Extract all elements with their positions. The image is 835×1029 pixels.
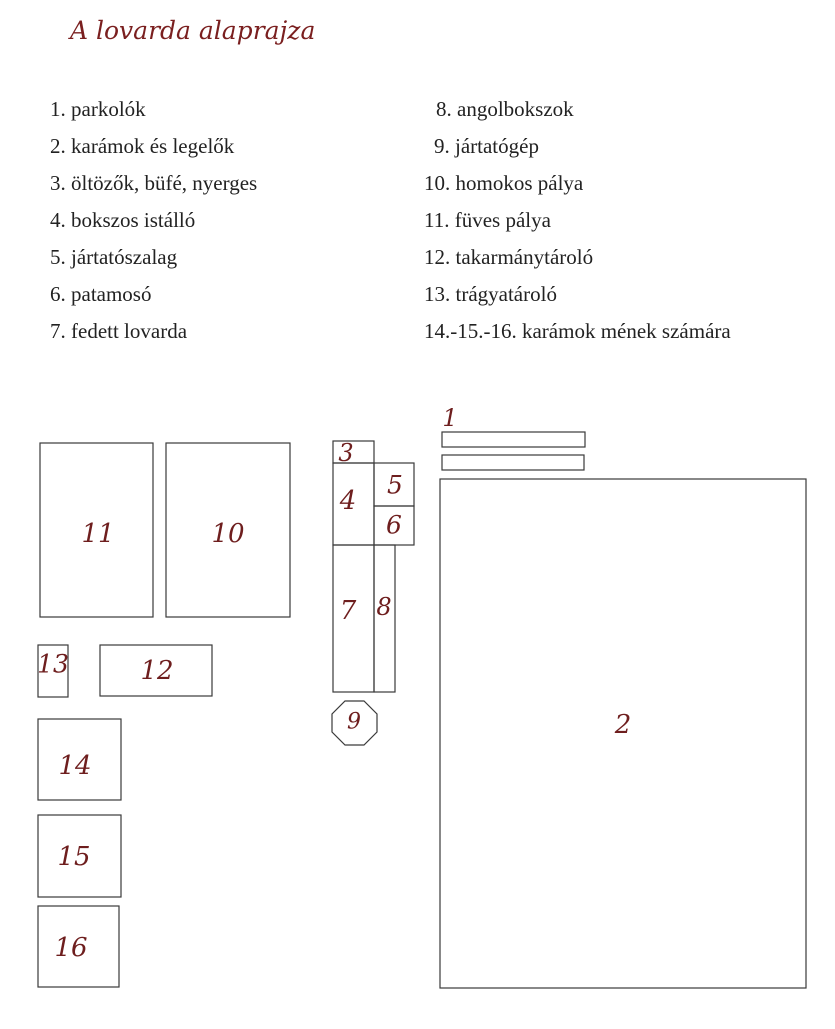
area-10-label: 10 — [211, 519, 245, 549]
area-2-label: 2 — [614, 710, 632, 740]
legend-item-8: 8. angolbokszok — [436, 97, 574, 121]
legend-item-10: 10. homokos pálya — [424, 171, 584, 195]
area-1-parking-strip-bottom — [442, 455, 584, 470]
area-12-label: 12 — [140, 656, 174, 686]
area-8-label: 8 — [376, 593, 392, 621]
legend-item-3: 3. öltözők, büfé, nyerges — [50, 171, 258, 195]
legend-item-6: 6. patamosó — [50, 282, 152, 306]
area-1-label: 1 — [442, 404, 458, 432]
legend-item-14-15-16: 14.-15.-16. karámok mének számára — [424, 319, 731, 343]
area-15-label: 15 — [57, 842, 91, 872]
legend-item-2: 2. karámok és legelők — [50, 134, 235, 158]
area-7-label: 7 — [339, 596, 357, 626]
legend-item-13: 13. trágyatároló — [424, 282, 557, 306]
legend-item-5: 5. jártatószalag — [50, 245, 178, 269]
area-11-label: 11 — [81, 519, 115, 549]
area-1-parking-strip-top — [442, 432, 585, 447]
legend-item-11: 11. füves pálya — [424, 208, 551, 232]
area-4-label: 4 — [339, 486, 357, 516]
area-16-label: 16 — [54, 933, 88, 963]
area-5-label: 5 — [387, 470, 403, 500]
area-14-label: 14 — [58, 751, 92, 781]
area-6-label: 6 — [386, 510, 402, 540]
area-13-label: 13 — [37, 649, 69, 679]
legend-item-12: 12. takarmánytároló — [424, 245, 594, 269]
legend-item-4: 4. bokszos istálló — [50, 208, 196, 232]
legend-item-1: 1. parkolók — [50, 97, 146, 121]
legend-item-9: 9. jártatógép — [434, 134, 539, 158]
area-9-label: 9 — [347, 709, 361, 735]
page-title: A lovarda alaprajza — [70, 16, 316, 45]
legend-item-7: 7. fedett lovarda — [50, 319, 188, 343]
area-3-label: 3 — [338, 439, 354, 467]
